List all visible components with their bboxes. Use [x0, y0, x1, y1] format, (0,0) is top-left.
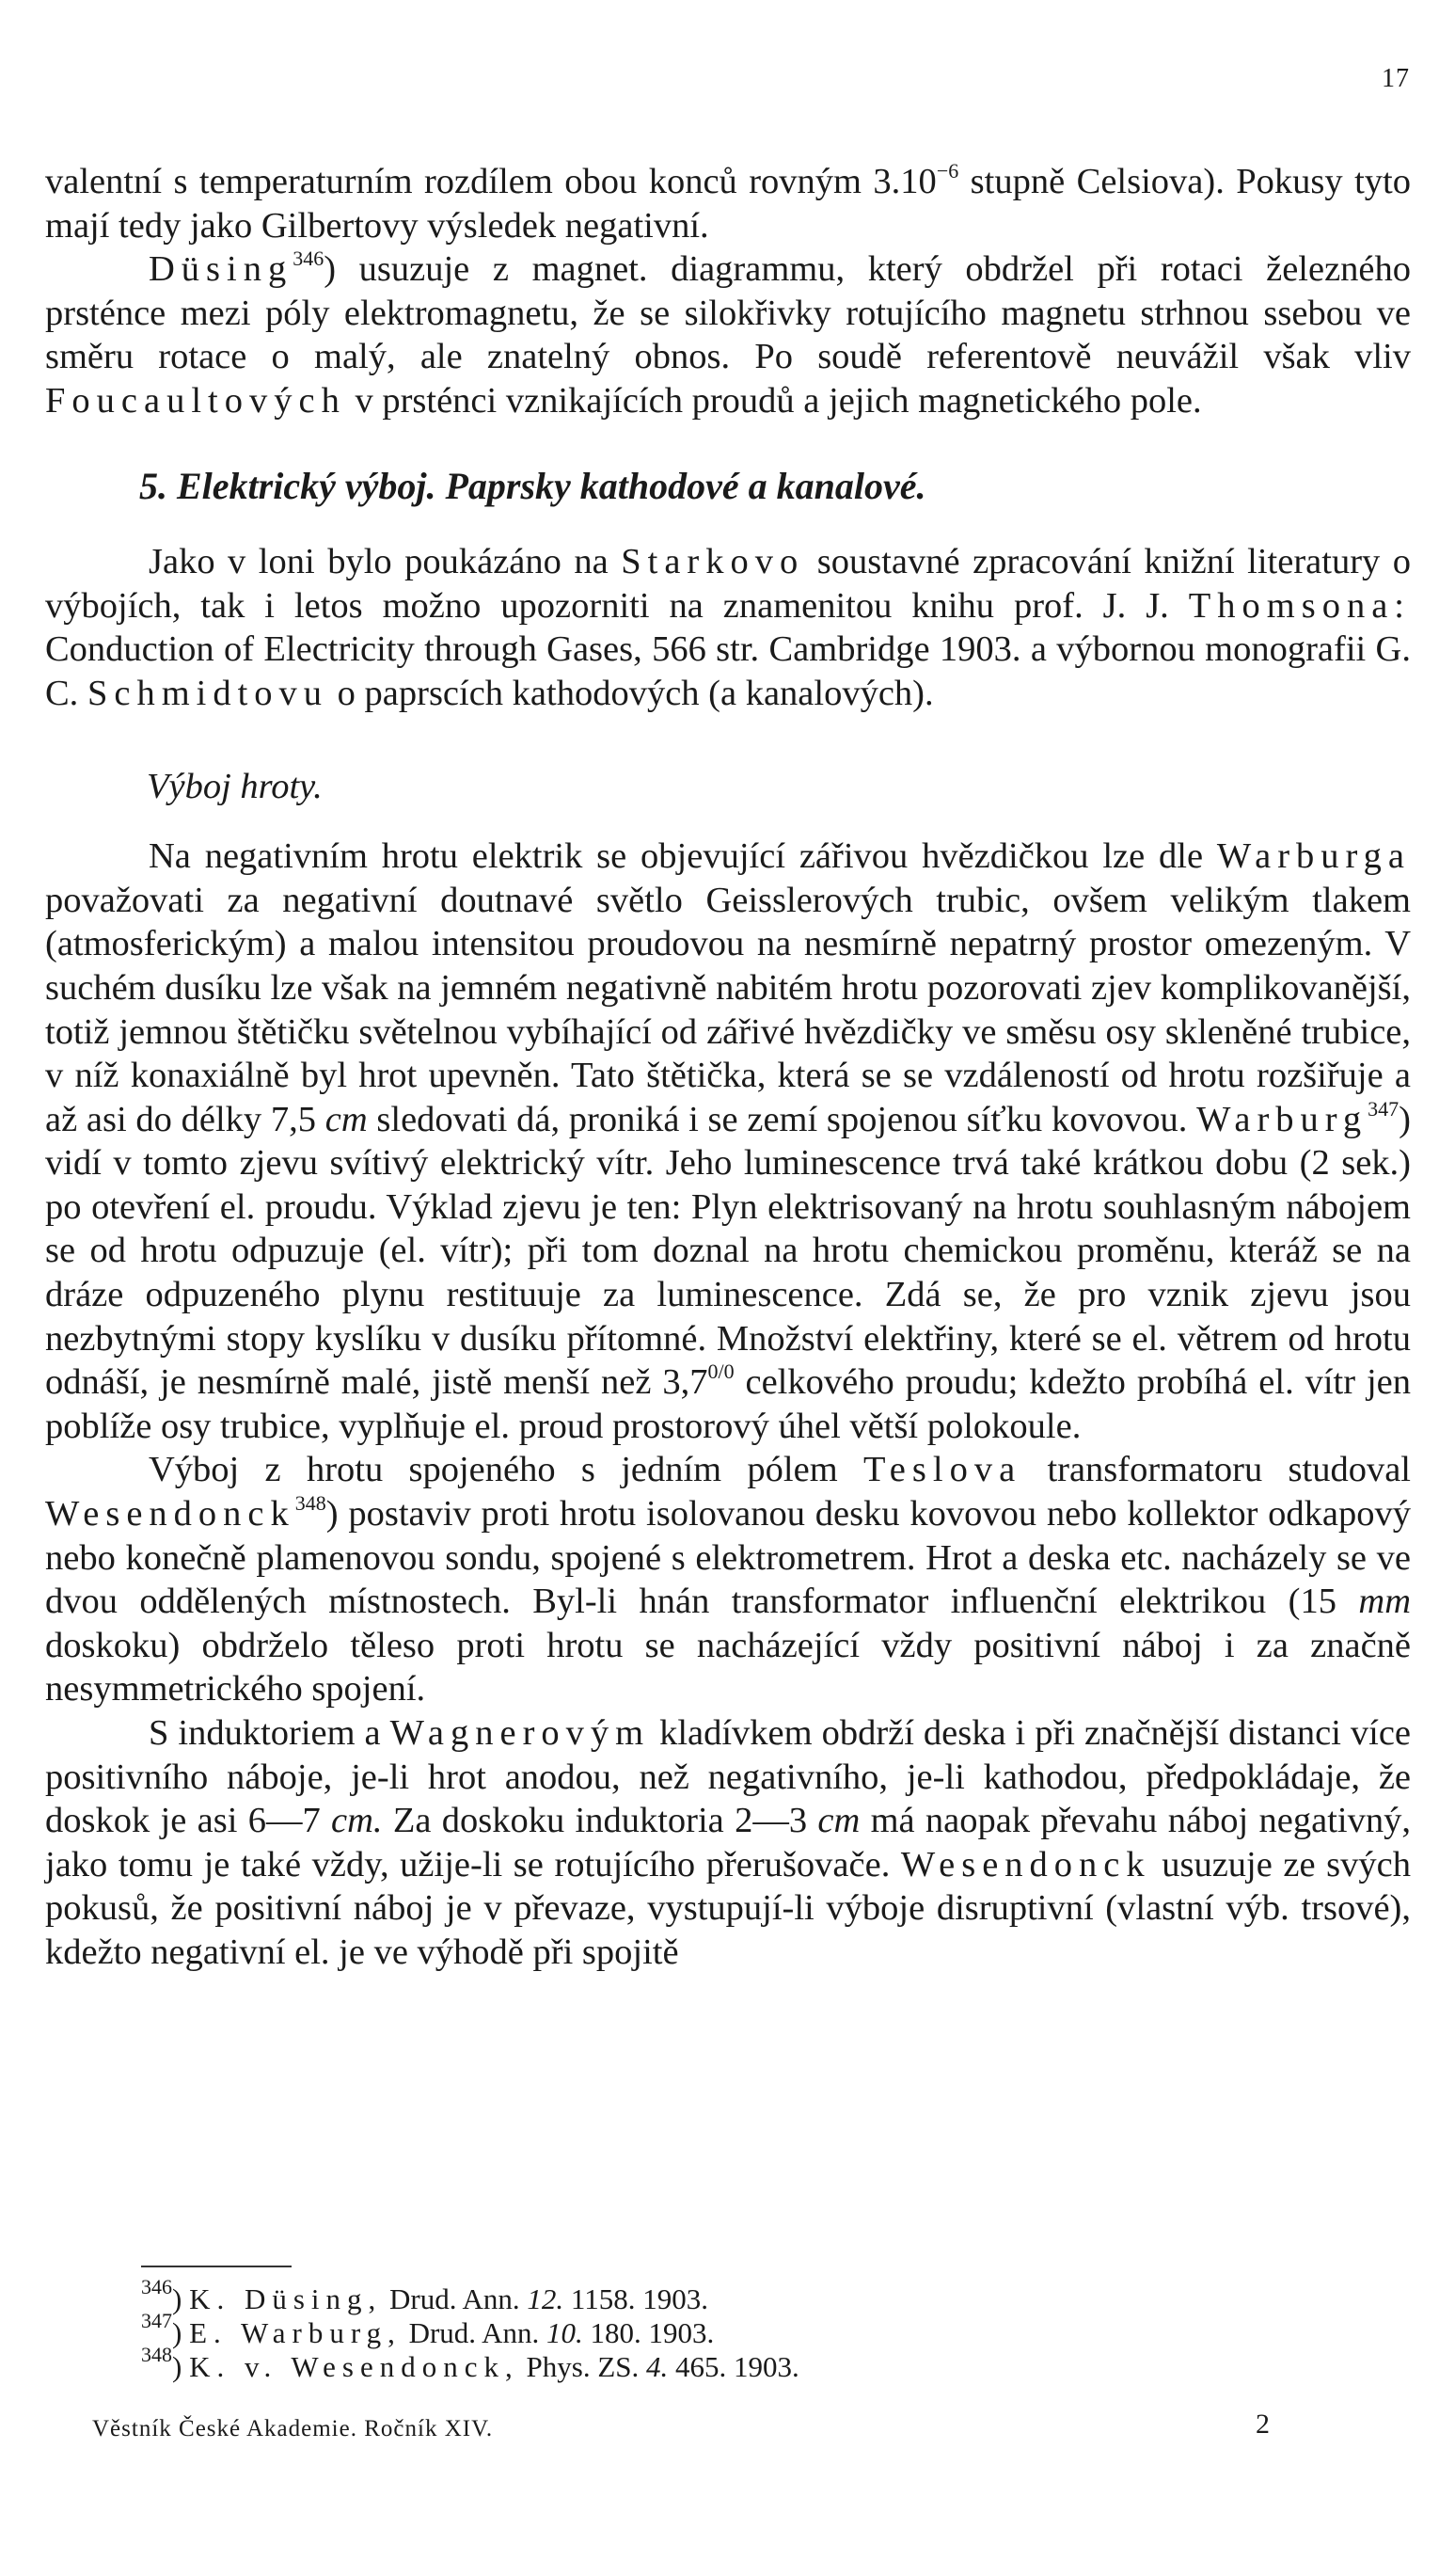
subsection-heading: Výboj hroty.	[147, 766, 323, 806]
footnote-pages: 465. 1903.	[668, 2350, 799, 2383]
unit: cm	[324, 1099, 368, 1139]
footnote-ref: 348	[294, 1491, 326, 1516]
text-span: usuzuje ze svých pokusů, že positivní náboj je v převaze, vystupují-li výboje disruptivní (vlastní výb. trsové), kdežto negativní el. je ve výhodě při spojitě	[45, 1844, 1411, 1972]
text-span: ) usuzuje z magnet. diagrammu, který obdržel při rotaci železného prsténce mezi póly elektromagnetu, že se silokřivky rotujícího magnetu strhnou ssebou ve směru rotace o malý, ale znatelný obnos. Po soudě referentově neuvážil však vliv	[45, 249, 1411, 377]
footnote-divider	[141, 2266, 292, 2267]
text-span: sledovati dá, proniká i se zemí spojenou síťku kovovou.	[367, 1099, 1197, 1139]
footnote: $^{348}$) K. v. Wesendonck, Phys. ZS. 4. 465. 1903.	[141, 2343, 799, 2383]
author-name: Teslova	[862, 1450, 1022, 1490]
text-span: kladívkem obdrží deska i při značnější distanci více positivního náboje, je-li hrot anodou, než negativního, je-li kathodou, předpokládaje, že doskok je asi 6—7	[45, 1713, 1412, 1841]
paragraph-6	[45, 1711, 1411, 1975]
text-span: Za doskoku induktoria 2—3	[382, 1801, 818, 1841]
footnote-journal: Drud. Ann.	[401, 2316, 546, 2349]
text-span: považovati za negativní doutnavé světlo Geisslerových trubic, ovšem velikým tlakem (atmosferickým) a malou intensitou proudovou na nesmírně nepatrný prostor omezeným. V suchém dusíku lze však na jemném negativně nabitém hrotu pozorovati zjev komplikovanější, totiž jemnou štětičku světelnou vybíhající od zářivé hvězdičky ve směsu osy skleněné trubice, v níž konaxiálně byl hrot upevněn. Tato štětička, která se se vzdáleností od hrotu rozšiřuje a až asi do délky 7,5	[45, 880, 1411, 1139]
author-name: Foucaultových	[45, 380, 346, 421]
text-span: Jako v loni bylo poukázáno na	[149, 542, 622, 582]
percent-sign: 0/0	[707, 1360, 735, 1384]
text-span: stupně Celsiova). Pokusy tyto mají tedy jako Gilbertovy výsledek negativní.	[45, 162, 1411, 246]
text-span: Conduction of Electricity through Gases, 566 str. Cambridge 1903. a výbornou monografii G. C.	[45, 629, 1411, 713]
text-span: v prsténci vznikajících proudů a jejich magnetického pole.	[345, 380, 1202, 421]
footnote-author: E. Warburg,	[189, 2316, 402, 2349]
text-span: ) vidí v tomto zjevu svítivý elektrický vítr. Jeho luminescence trvá také krátkou dobu (2 sek.) po otevření el. proudu. Výklad zjevu je ten: Plyn elektrisovaný na hrotu souhlasným nábojem se od hrotu odpuzuje (el. vítr); při tom doznal na hrotu chemickou proměnu, kteráž se na dráze odpuzeného plynu restituuje za luminescence. Zdá se, že pro vznik zjevu jsou nezbytnými stopy kyslíku v dusíku přítomné. Množství elektřiny, které se el. větrem od hrotu odnáší, je nesmírně malé, jistě menší než 3,7	[45, 1099, 1411, 1403]
paragraph-5	[45, 1448, 1411, 1711]
footnote-journal: Phys. ZS.	[518, 2350, 646, 2383]
text-span: o paprscích kathodových (a kanalových).	[328, 673, 934, 713]
text-span: celkového proudu; kdežto probíhá el. vítr jen poblíže osy trubice, vyplňuje el. proud prostorový úhel větší polokoule.	[45, 1362, 1411, 1446]
footnote-number: 347	[141, 2309, 172, 2332]
author-name: Schmidtovu	[87, 673, 329, 713]
paragraph-3	[45, 540, 1411, 715]
text-span: ) postaviv proti hrotu isolovanou desku kovovou nebo kollektor odkapový nebo konečně plamenovou sondu, spojené s elektrometrem. Hrot a deska etc. nacházely se ve dvou oddělených místnostech. Byl-li hnán transformator influenční elektrikou (15	[45, 1494, 1411, 1622]
footnote-journal: Drud. Ann.	[382, 2282, 528, 2315]
footnote: $^{347}$) E. Warburg, Drud. Ann. 10. 180. 1903.	[141, 2309, 715, 2349]
footnotes	[141, 2275, 799, 2384]
section-heading: 5. Elektrický výboj. Paprsky kathodové a kanalové.	[139, 464, 926, 507]
unit: cm.	[331, 1801, 383, 1841]
footnote-ref: 347	[1368, 1096, 1400, 1121]
text-span: transformatoru studoval	[1021, 1450, 1412, 1490]
text-span: soustavné zpracování knižní literatury o výbojích, tak i letos možno upozorniti na znamenitou knihu prof. J. J.	[45, 542, 1412, 626]
author-name: Wagnerovým	[389, 1713, 651, 1753]
footnote-author: K. v. Wesendonck,	[189, 2350, 519, 2383]
text-span: má naopak převahu náboj negativný, jako tomu je také vždy, užije-li se rotujícího přerušovače.	[45, 1801, 1411, 1884]
text-span: valentní s temperaturním rozdílem obou konců rovným 3.10	[45, 162, 937, 201]
footnote-number: 348	[141, 2343, 172, 2366]
author-name: Düsing	[149, 249, 293, 290]
footnote-ref: 346	[293, 246, 324, 271]
footnote-volume: 4.	[646, 2350, 669, 2383]
footnote-pages: 180. 1903.	[582, 2316, 715, 2349]
text-span: Na negativním hrotu elektrik se objevující zářivou hvězdičkou lze dle	[149, 836, 1217, 877]
journal-footer: Věstník České Akademie. Ročník XIV.	[92, 2416, 494, 2441]
footnote-pages: 1158. 1903.	[563, 2282, 709, 2315]
author-name: Starkovo	[621, 542, 805, 582]
paragraph-1	[45, 160, 1411, 247]
page-number: 17	[1382, 64, 1410, 93]
author-name: Warburg	[1196, 1099, 1368, 1139]
unit: mm	[1358, 1582, 1411, 1622]
footnote-volume: 10.	[546, 2316, 583, 2349]
superscript: −6	[936, 159, 959, 183]
footnote-author: K. Düsing,	[189, 2282, 383, 2315]
author-name: Wesendonck	[900, 1844, 1151, 1884]
unit: cm	[817, 1801, 861, 1841]
text-span: doskoku) obdrželo těleso proti hrotu se nacházející vždy positivní náboj i za značně nesymmetrického spojení.	[45, 1625, 1411, 1709]
footnote-volume: 12.	[527, 2282, 564, 2315]
text-span: S induktoriem a	[149, 1713, 390, 1753]
body-text	[45, 160, 1411, 1975]
footnote-number: 346	[141, 2275, 172, 2298]
sheet-number: 2	[1256, 2409, 1270, 2440]
author-name: Warburga	[1216, 836, 1411, 877]
paragraph-4	[45, 835, 1411, 1448]
author-name: Thomsona:	[1188, 585, 1411, 626]
text-span: Výboj z hrotu spojeného s jedním pólem	[149, 1450, 863, 1490]
footnote: $^{346}$) K. Düsing, Drud. Ann. 12. 1158. 1903.	[141, 2275, 709, 2315]
paragraph-2	[45, 247, 1411, 422]
author-name: Wesendonck	[45, 1494, 295, 1534]
